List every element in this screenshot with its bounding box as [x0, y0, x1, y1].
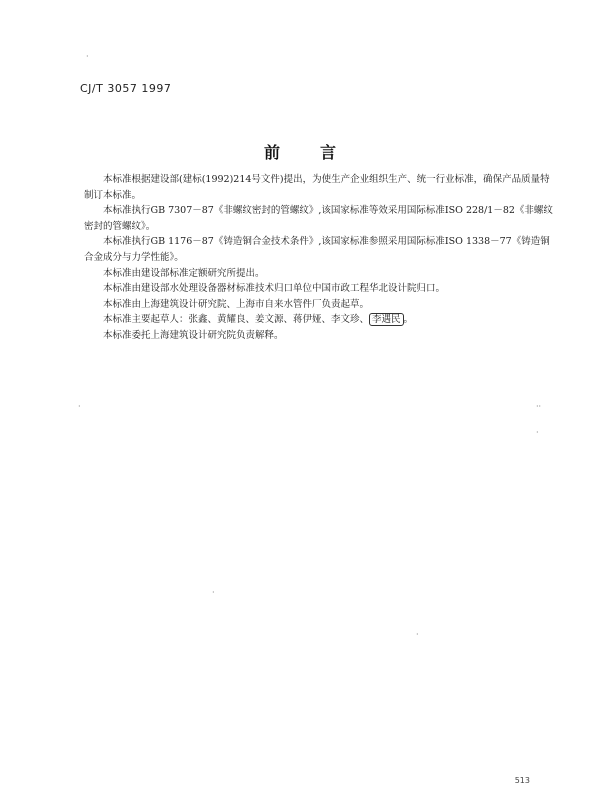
- scan-speck: ·: [212, 588, 215, 597]
- preface-title: 前言: [263, 143, 376, 162]
- boxed-drafter-name: 李遇民: [369, 313, 404, 326]
- standard-code: CJ/T 3057 1997: [80, 82, 172, 95]
- paragraph-text: 本标准由建设部标准定额研究所提出。: [103, 267, 265, 279]
- scan-speck: ·: [416, 630, 419, 639]
- paragraph-centralized-by: [84, 281, 554, 297]
- scan-speck: ·: [536, 428, 539, 437]
- scan-speck: ·: [78, 402, 81, 411]
- preface-body: [84, 172, 554, 344]
- paragraph-text: 本标准由建设部水处理设备器材标准技术归口单位中国市政工程华北设计院归口。: [103, 283, 446, 295]
- paragraph-gb7307: [84, 203, 554, 234]
- paragraph-text: 本标准由上海建筑设计研究院、上海市自来水管件厂负责起草。: [103, 298, 370, 310]
- paragraph-text: 。: [403, 314, 414, 326]
- paragraph-proposal: [84, 172, 554, 203]
- paragraph-text: 本标准主要起草人：张鑫、黄耀良、姜文源、蒋伊娅、李文珍、: [103, 314, 370, 326]
- paragraph-text: 本标准根据建设部(建标(1992)214号文件)提出，为使生产企业组织生产、统一行业标准，确保产品质量特制订本标准。: [84, 174, 550, 201]
- paragraph-proposed-by: [84, 266, 554, 282]
- paragraph-text: 本标准委托上海建筑设计研究院负责解释。: [103, 329, 284, 341]
- scan-speck: ·: [86, 52, 89, 61]
- scan-speck: ··: [536, 402, 542, 411]
- paragraph-text: 本标准执行GB 1176－87《铸造铜合金技术条件》,该国家标准参照采用国际标准ISO 1338－77《铸造铜合金成分与力学性能》。: [84, 236, 550, 263]
- paragraph-drafted-by: [84, 297, 554, 313]
- paragraph-gb1176: [84, 234, 554, 265]
- paragraph-drafters: [84, 312, 554, 328]
- paragraph-interpretation: [84, 328, 554, 344]
- page-number: 513: [514, 776, 530, 785]
- paragraph-text: 本标准执行GB 7307－87《非螺纹密封的管螺纹》,该国家标准等效采用国际标准ISO 228/1－82《非螺纹密封的管螺纹》。: [84, 205, 553, 232]
